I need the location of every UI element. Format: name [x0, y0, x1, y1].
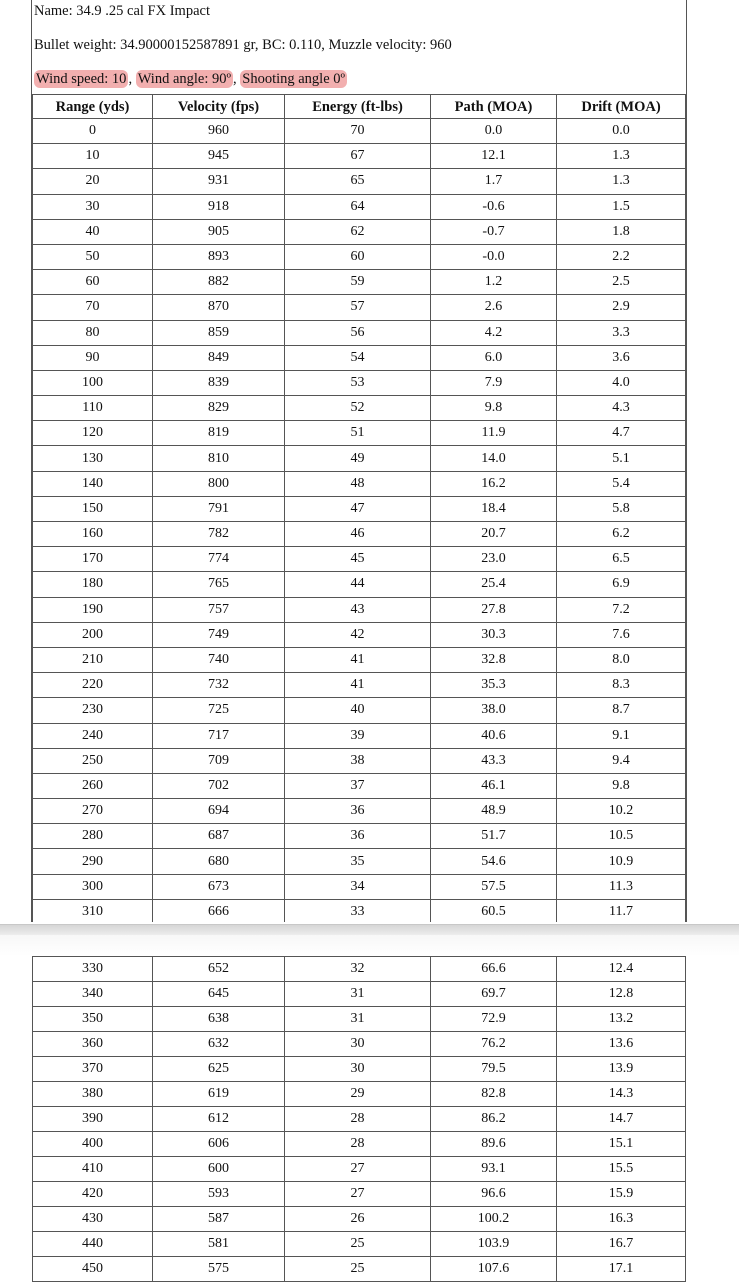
cell-drift: 5.4: [557, 471, 686, 496]
cell-drift: 1.8: [557, 219, 686, 244]
table-row: [33, 957, 686, 982]
cell-energy: 65: [285, 169, 431, 194]
cell-velocity: 673: [153, 874, 285, 899]
cell-velocity: 606: [153, 1132, 285, 1157]
cell-drift: 11.7: [557, 899, 686, 924]
cell-velocity: 687: [153, 824, 285, 849]
ballistics-table-bottom: [32, 956, 686, 1282]
cell-velocity: 882: [153, 270, 285, 295]
cell-velocity: 859: [153, 320, 285, 345]
cell-energy: 32: [285, 957, 431, 982]
cell-velocity: 702: [153, 773, 285, 798]
cell-drift: 7.2: [557, 597, 686, 622]
cell-energy: 43: [285, 597, 431, 622]
cell-velocity: 774: [153, 547, 285, 572]
cell-range: 120: [33, 421, 153, 446]
cell-range: 240: [33, 723, 153, 748]
table-body-top: [33, 119, 686, 925]
cell-energy: 33: [285, 899, 431, 924]
cell-drift: 10.9: [557, 849, 686, 874]
cell-range: 250: [33, 748, 153, 773]
cell-range: 450: [33, 1257, 153, 1282]
cell-velocity: 782: [153, 522, 285, 547]
cell-path: 35.3: [431, 673, 557, 698]
cell-energy: 42: [285, 622, 431, 647]
cell-velocity: 717: [153, 723, 285, 748]
cell-range: 400: [33, 1132, 153, 1157]
cell-drift: 14.3: [557, 1082, 686, 1107]
cell-velocity: 600: [153, 1157, 285, 1182]
table-row: [33, 295, 686, 320]
cell-velocity: 575: [153, 1257, 285, 1282]
cell-range: 90: [33, 345, 153, 370]
table-row: [33, 1057, 686, 1082]
cell-range: 410: [33, 1157, 153, 1182]
cell-path: -0.6: [431, 194, 557, 219]
cell-range: 330: [33, 957, 153, 982]
header-path: Path (MOA): [431, 95, 557, 119]
cell-velocity: 931: [153, 169, 285, 194]
cell-velocity: 829: [153, 396, 285, 421]
cell-path: 48.9: [431, 799, 557, 824]
table-body-bottom: [33, 957, 686, 1282]
cell-drift: 1.5: [557, 194, 686, 219]
cell-drift: 13.6: [557, 1032, 686, 1057]
table-row: [33, 522, 686, 547]
cell-path: 69.7: [431, 982, 557, 1007]
cell-path: 18.4: [431, 496, 557, 521]
cell-range: 340: [33, 982, 153, 1007]
cell-velocity: 612: [153, 1107, 285, 1132]
cell-range: 440: [33, 1232, 153, 1257]
cell-drift: 1.3: [557, 169, 686, 194]
cell-drift: 3.3: [557, 320, 686, 345]
cell-path: 20.7: [431, 522, 557, 547]
cell-path: 54.6: [431, 849, 557, 874]
cell-range: 360: [33, 1032, 153, 1057]
cell-energy: 67: [285, 144, 431, 169]
cell-drift: 2.5: [557, 270, 686, 295]
table-row: [33, 572, 686, 597]
separator: ,: [128, 71, 136, 87]
cell-drift: 6.5: [557, 547, 686, 572]
wind-speed-highlight: Wind speed: 10: [36, 71, 127, 87]
table-row: [33, 144, 686, 169]
cell-velocity: 619: [153, 1082, 285, 1107]
table-row: [33, 982, 686, 1007]
cell-velocity: 791: [153, 496, 285, 521]
cell-velocity: 581: [153, 1232, 285, 1257]
cell-drift: 17.1: [557, 1257, 686, 1282]
table-row: [33, 471, 686, 496]
cell-path: 0.0: [431, 119, 557, 144]
cell-drift: 0.0: [557, 119, 686, 144]
table-row: [33, 1207, 686, 1232]
cell-range: 280: [33, 824, 153, 849]
table-row: [33, 169, 686, 194]
cell-energy: 46: [285, 522, 431, 547]
cell-energy: 40: [285, 698, 431, 723]
cell-range: 150: [33, 496, 153, 521]
cell-energy: 56: [285, 320, 431, 345]
cell-range: 130: [33, 446, 153, 471]
cell-energy: 34: [285, 874, 431, 899]
cell-energy: 45: [285, 547, 431, 572]
cell-path: 76.2: [431, 1032, 557, 1057]
cell-velocity: 652: [153, 957, 285, 982]
table-row: [33, 799, 686, 824]
cell-path: 11.9: [431, 421, 557, 446]
cell-energy: 31: [285, 1007, 431, 1032]
cell-path: 79.5: [431, 1057, 557, 1082]
cell-range: 180: [33, 572, 153, 597]
cell-range: 300: [33, 874, 153, 899]
cell-range: 80: [33, 320, 153, 345]
cell-path: -0.7: [431, 219, 557, 244]
cell-energy: 27: [285, 1182, 431, 1207]
cell-drift: 4.3: [557, 396, 686, 421]
cell-energy: 35: [285, 849, 431, 874]
cell-drift: 14.7: [557, 1107, 686, 1132]
cell-velocity: 918: [153, 194, 285, 219]
cell-drift: 2.2: [557, 244, 686, 269]
cell-path: 46.1: [431, 773, 557, 798]
table-row: [33, 748, 686, 773]
cell-range: 60: [33, 270, 153, 295]
table-row: [33, 320, 686, 345]
table-row: [33, 496, 686, 521]
table-row: [33, 547, 686, 572]
table-row: [33, 219, 686, 244]
cell-drift: 13.2: [557, 1007, 686, 1032]
cell-energy: 52: [285, 396, 431, 421]
cell-range: 20: [33, 169, 153, 194]
cell-energy: 36: [285, 799, 431, 824]
cell-path: 16.2: [431, 471, 557, 496]
cell-velocity: 893: [153, 244, 285, 269]
cell-drift: 1.3: [557, 144, 686, 169]
cell-range: 160: [33, 522, 153, 547]
page-break-shadow: [0, 935, 739, 956]
cell-drift: 8.7: [557, 698, 686, 723]
cell-range: 290: [33, 849, 153, 874]
shooting-angle-highlight: Shooting angle 0º: [242, 71, 346, 87]
cell-drift: 8.0: [557, 647, 686, 672]
cell-energy: 70: [285, 119, 431, 144]
cell-path: 12.1: [431, 144, 557, 169]
cell-path: 57.5: [431, 874, 557, 899]
cell-path: 103.9: [431, 1232, 557, 1257]
cell-drift: 12.4: [557, 957, 686, 982]
cell-energy: 53: [285, 370, 431, 395]
cell-path: 60.5: [431, 899, 557, 924]
cell-velocity: 960: [153, 119, 285, 144]
table-row: [33, 446, 686, 471]
cell-path: 9.8: [431, 396, 557, 421]
cell-path: 27.8: [431, 597, 557, 622]
cell-energy: 27: [285, 1157, 431, 1182]
cell-energy: 28: [285, 1107, 431, 1132]
cell-drift: 10.2: [557, 799, 686, 824]
header-range: Range (yds): [33, 95, 153, 119]
cell-drift: 15.5: [557, 1157, 686, 1182]
cell-energy: 59: [285, 270, 431, 295]
cell-path: 89.6: [431, 1132, 557, 1157]
cell-energy: 30: [285, 1057, 431, 1082]
cell-velocity: 645: [153, 982, 285, 1007]
cell-energy: 62: [285, 219, 431, 244]
cell-velocity: 870: [153, 295, 285, 320]
cell-range: 0: [33, 119, 153, 144]
cell-path: 14.0: [431, 446, 557, 471]
cell-energy: 38: [285, 748, 431, 773]
cell-energy: 37: [285, 773, 431, 798]
table-row: [33, 396, 686, 421]
cell-path: -0.0: [431, 244, 557, 269]
cell-path: 1.2: [431, 270, 557, 295]
cell-velocity: 732: [153, 673, 285, 698]
header-energy: Energy (ft-lbs): [285, 95, 431, 119]
cell-path: 30.3: [431, 622, 557, 647]
cell-velocity: 694: [153, 799, 285, 824]
cell-drift: 6.2: [557, 522, 686, 547]
cell-range: 100: [33, 370, 153, 395]
cell-drift: 9.8: [557, 773, 686, 798]
cell-drift: 10.5: [557, 824, 686, 849]
cell-energy: 41: [285, 647, 431, 672]
table-row: [33, 345, 686, 370]
projectile-name: Name: 34.9 .25 cal FX Impact: [34, 3, 210, 19]
cell-path: 43.3: [431, 748, 557, 773]
cell-drift: 7.6: [557, 622, 686, 647]
cell-range: 140: [33, 471, 153, 496]
table-row: [33, 421, 686, 446]
cell-energy: 60: [285, 244, 431, 269]
bullet-specs: Bullet weight: 34.90000152587891 gr, BC: 0.110, Muzzle velocity: 960: [34, 37, 452, 53]
cell-path: 107.6: [431, 1257, 557, 1282]
cell-path: 96.6: [431, 1182, 557, 1207]
table-row: [33, 244, 686, 269]
table-row: [33, 622, 686, 647]
cell-path: 51.7: [431, 824, 557, 849]
table-row: [33, 1107, 686, 1132]
cell-velocity: 638: [153, 1007, 285, 1032]
cell-path: 2.6: [431, 295, 557, 320]
table-row: [33, 1182, 686, 1207]
cell-range: 70: [33, 295, 153, 320]
cell-velocity: 765: [153, 572, 285, 597]
cell-energy: 26: [285, 1207, 431, 1232]
cell-drift: 3.6: [557, 345, 686, 370]
cell-drift: 8.3: [557, 673, 686, 698]
table-row: [33, 1232, 686, 1257]
cell-range: 390: [33, 1107, 153, 1132]
cell-range: 270: [33, 799, 153, 824]
cell-energy: 28: [285, 1132, 431, 1157]
cell-drift: 16.3: [557, 1207, 686, 1232]
cell-energy: 36: [285, 824, 431, 849]
cell-range: 430: [33, 1207, 153, 1232]
header-velocity: Velocity (fps): [153, 95, 285, 119]
cell-range: 30: [33, 194, 153, 219]
table-row: [33, 723, 686, 748]
cell-range: 190: [33, 597, 153, 622]
cell-range: 380: [33, 1082, 153, 1107]
cell-drift: 15.9: [557, 1182, 686, 1207]
ballistics-table-top: [32, 94, 686, 925]
cell-path: 7.9: [431, 370, 557, 395]
cell-velocity: 593: [153, 1182, 285, 1207]
cell-energy: 49: [285, 446, 431, 471]
cell-velocity: 945: [153, 144, 285, 169]
cell-path: 86.2: [431, 1107, 557, 1132]
table-row: [33, 270, 686, 295]
cell-path: 25.4: [431, 572, 557, 597]
cell-path: 23.0: [431, 547, 557, 572]
table-row: [33, 824, 686, 849]
cell-drift: 13.9: [557, 1057, 686, 1082]
cell-velocity: 749: [153, 622, 285, 647]
cell-energy: 29: [285, 1082, 431, 1107]
cell-drift: 16.7: [557, 1232, 686, 1257]
cell-energy: 57: [285, 295, 431, 320]
cell-range: 110: [33, 396, 153, 421]
cell-energy: 64: [285, 194, 431, 219]
table-row: [33, 698, 686, 723]
cell-path: 93.1: [431, 1157, 557, 1182]
cell-energy: 39: [285, 723, 431, 748]
cell-path: 38.0: [431, 698, 557, 723]
cell-drift: 2.9: [557, 295, 686, 320]
table-row: [33, 1007, 686, 1032]
cell-drift: 5.8: [557, 496, 686, 521]
cell-drift: 15.1: [557, 1132, 686, 1157]
table-row: [33, 773, 686, 798]
table-row: [33, 194, 686, 219]
cell-velocity: 819: [153, 421, 285, 446]
cell-path: 6.0: [431, 345, 557, 370]
cell-range: 220: [33, 673, 153, 698]
cell-velocity: 905: [153, 219, 285, 244]
cell-drift: 4.0: [557, 370, 686, 395]
table-row: [33, 1157, 686, 1182]
table-row: [33, 370, 686, 395]
table-row: [33, 899, 686, 924]
table-row: [33, 1257, 686, 1282]
cell-energy: 31: [285, 982, 431, 1007]
cell-path: 32.8: [431, 647, 557, 672]
cell-velocity: 666: [153, 899, 285, 924]
cell-drift: 5.1: [557, 446, 686, 471]
cell-drift: 9.1: [557, 723, 686, 748]
table-row: [33, 1132, 686, 1157]
cell-path: 40.6: [431, 723, 557, 748]
table-row: [33, 1082, 686, 1107]
table-row: [33, 673, 686, 698]
cell-energy: 41: [285, 673, 431, 698]
cell-path: 66.6: [431, 957, 557, 982]
cell-velocity: 849: [153, 345, 285, 370]
cell-velocity: 800: [153, 471, 285, 496]
cell-drift: 12.8: [557, 982, 686, 1007]
cell-range: 230: [33, 698, 153, 723]
table-row: [33, 597, 686, 622]
cell-range: 10: [33, 144, 153, 169]
cell-path: 4.2: [431, 320, 557, 345]
cell-drift: 11.3: [557, 874, 686, 899]
cell-energy: 51: [285, 421, 431, 446]
separator: ,: [233, 71, 241, 87]
cell-range: 50: [33, 244, 153, 269]
cell-path: 72.9: [431, 1007, 557, 1032]
cell-energy: 44: [285, 572, 431, 597]
cell-range: 200: [33, 622, 153, 647]
cell-path: 100.2: [431, 1207, 557, 1232]
cell-range: 40: [33, 219, 153, 244]
cell-energy: 47: [285, 496, 431, 521]
cell-energy: 30: [285, 1032, 431, 1057]
cell-velocity: 709: [153, 748, 285, 773]
cell-velocity: 587: [153, 1207, 285, 1232]
cell-energy: 25: [285, 1232, 431, 1257]
table-row: [33, 119, 686, 144]
table-row: [33, 874, 686, 899]
cell-path: 1.7: [431, 169, 557, 194]
cell-range: 210: [33, 647, 153, 672]
cell-velocity: 632: [153, 1032, 285, 1057]
cell-range: 170: [33, 547, 153, 572]
cell-energy: 25: [285, 1257, 431, 1282]
cell-drift: 9.4: [557, 748, 686, 773]
cell-path: 82.8: [431, 1082, 557, 1107]
cell-velocity: 740: [153, 647, 285, 672]
table-row: [33, 1032, 686, 1057]
cell-velocity: 757: [153, 597, 285, 622]
cell-drift: 6.9: [557, 572, 686, 597]
cell-energy: 54: [285, 345, 431, 370]
cell-velocity: 625: [153, 1057, 285, 1082]
cell-range: 310: [33, 899, 153, 924]
wind-angle-highlight: Wind angle: 90º: [137, 71, 231, 87]
cell-velocity: 680: [153, 849, 285, 874]
cell-range: 260: [33, 773, 153, 798]
cell-range: 370: [33, 1057, 153, 1082]
table-row: [33, 849, 686, 874]
header-drift: Drift (MOA): [557, 95, 686, 119]
cell-drift: 4.7: [557, 421, 686, 446]
cell-range: 420: [33, 1182, 153, 1207]
cell-velocity: 839: [153, 370, 285, 395]
table-row: [33, 647, 686, 672]
cell-velocity: 725: [153, 698, 285, 723]
cell-range: 350: [33, 1007, 153, 1032]
wind-conditions: [34, 71, 347, 88]
table-header-row: [33, 95, 686, 119]
cell-velocity: 810: [153, 446, 285, 471]
cell-energy: 48: [285, 471, 431, 496]
